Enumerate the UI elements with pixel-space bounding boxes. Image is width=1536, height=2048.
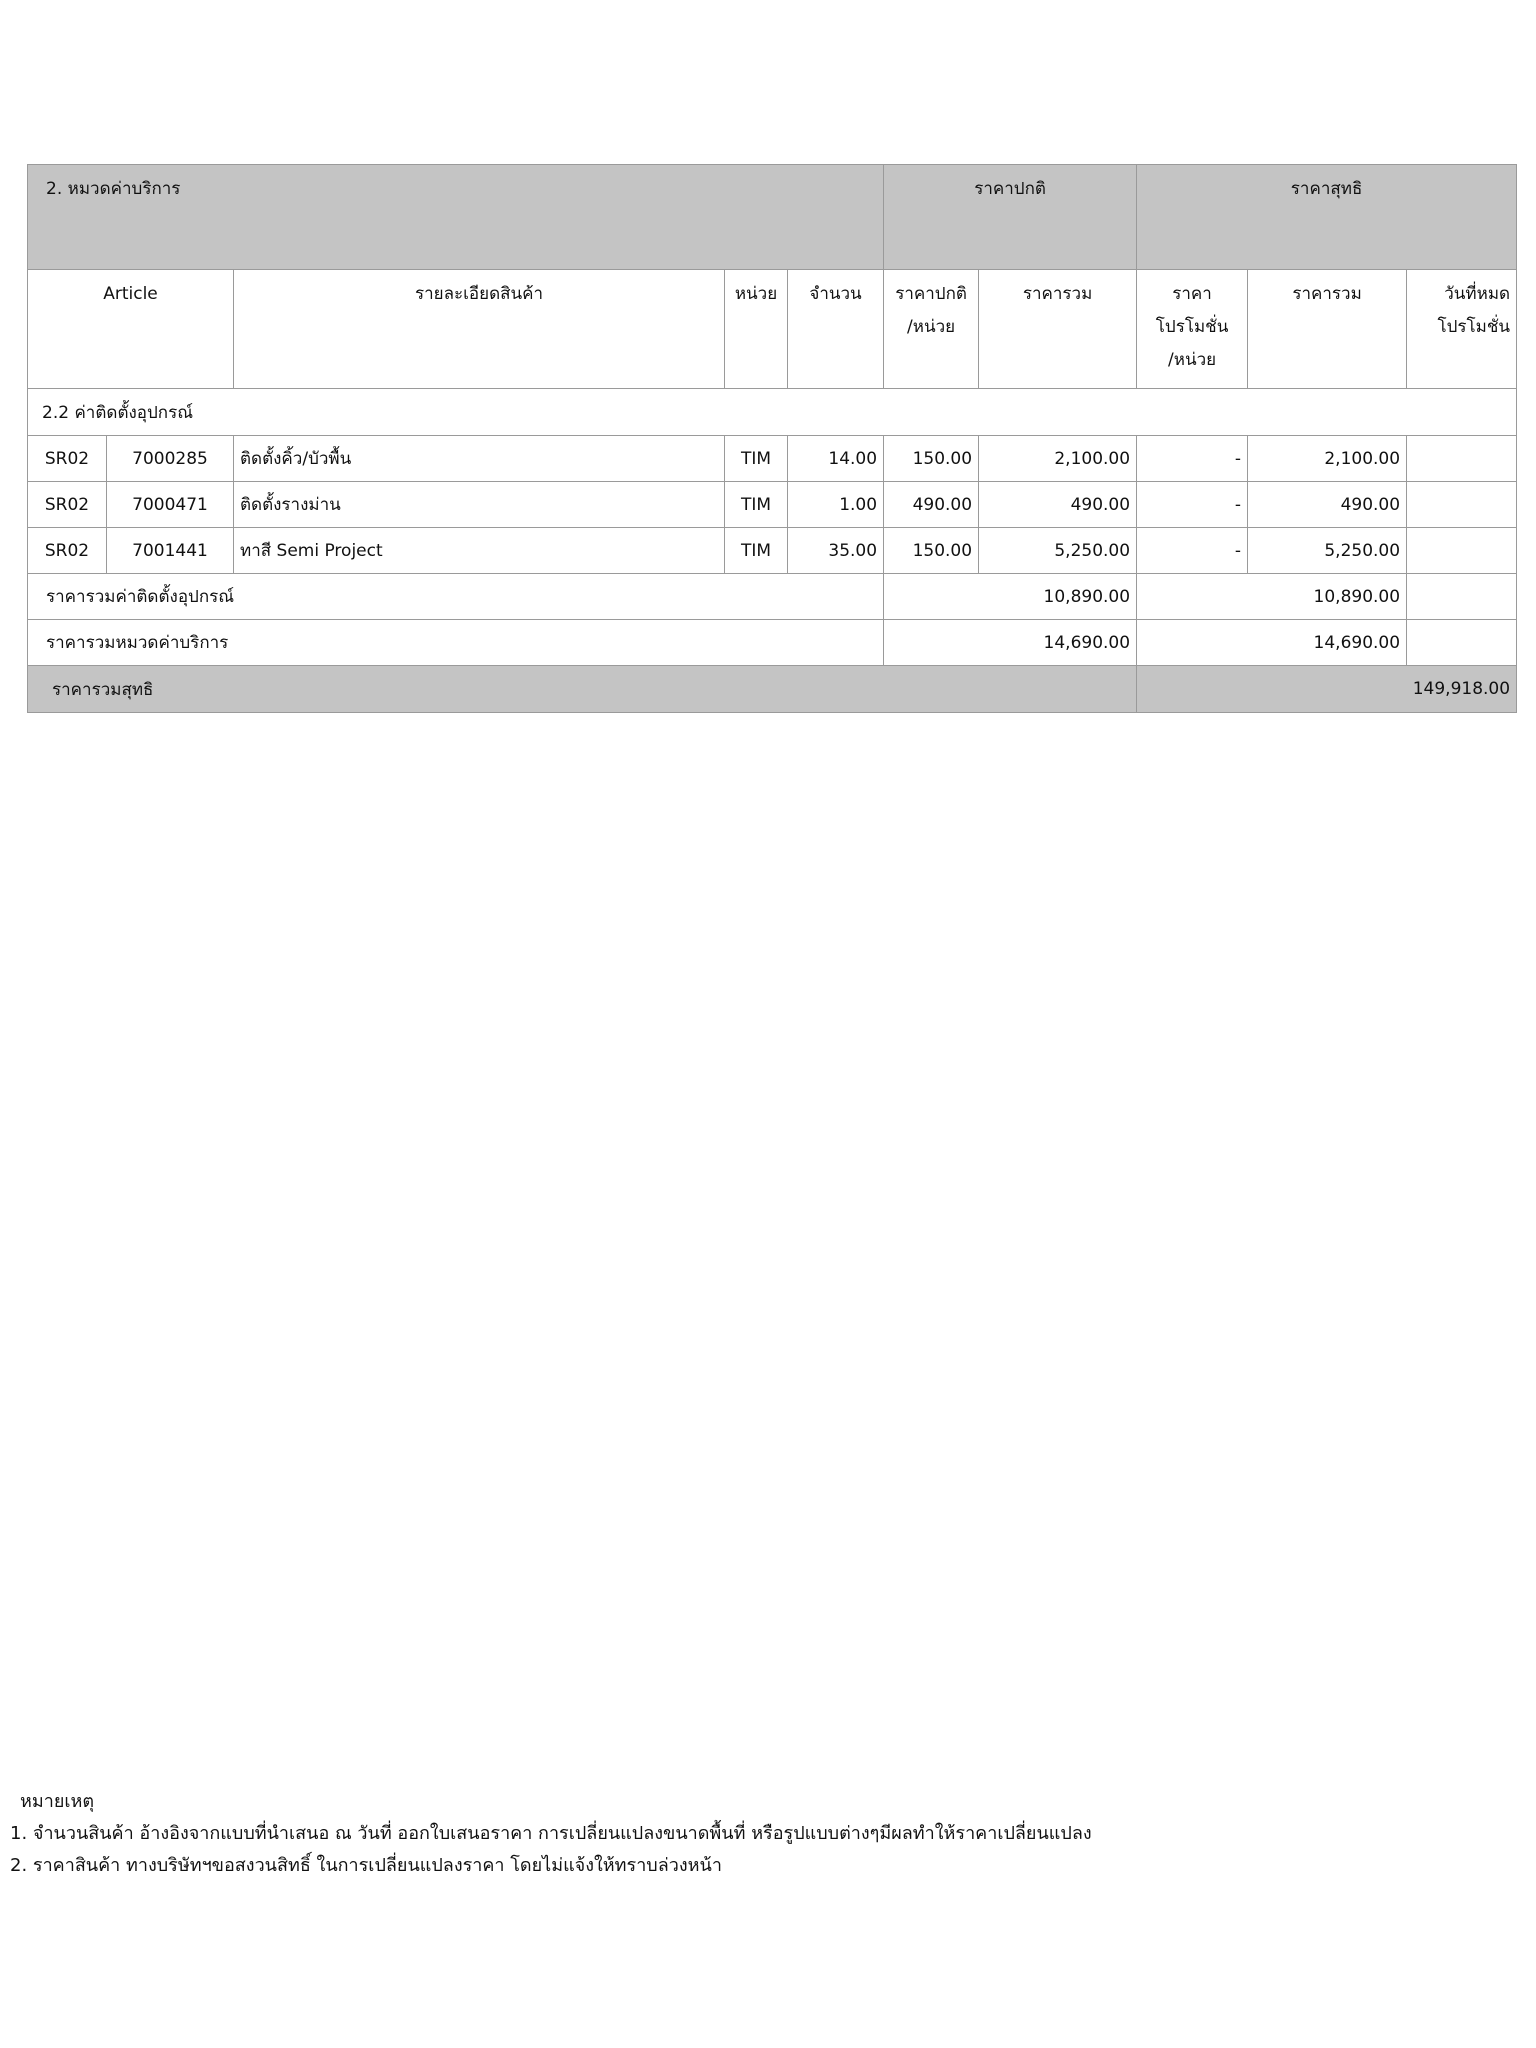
item-promo-price: - bbox=[1137, 482, 1248, 528]
col-header-article: Article bbox=[28, 270, 234, 389]
item-code: SR02 bbox=[28, 436, 107, 482]
table-row bbox=[28, 482, 1517, 528]
item-code: SR02 bbox=[28, 482, 107, 528]
item-promo-end bbox=[1407, 528, 1517, 574]
col-header-normal-unit-price bbox=[884, 270, 979, 389]
subtotal-install-normal: 10,890.00 bbox=[884, 574, 1137, 620]
col-header-normal-unit-price-line2: /หน่วย bbox=[907, 317, 956, 337]
col-header-promo-end bbox=[1407, 270, 1517, 389]
subtotal-service-empty bbox=[1407, 620, 1517, 666]
section-header-row bbox=[28, 165, 1517, 270]
col-header-normal-total: ราคารวม bbox=[979, 270, 1137, 389]
item-article: 7001441 bbox=[107, 528, 234, 574]
notes-title: หมายเหตุ bbox=[20, 1791, 95, 1812]
notes-section bbox=[10, 1786, 1092, 1882]
subtotal-install-label: ราคารวมค่าติดตั้งอุปกรณ์ bbox=[28, 574, 884, 620]
item-net-total: 2,100.00 bbox=[1248, 436, 1407, 482]
col-header-net-total: ราคารวม bbox=[1248, 270, 1407, 389]
group-header-net-price: ราคาสุทธิ bbox=[1137, 165, 1517, 270]
item-total: 490.00 bbox=[979, 482, 1137, 528]
item-quantity: 35.00 bbox=[788, 528, 884, 574]
item-total: 2,100.00 bbox=[979, 436, 1137, 482]
group-header-normal-price: ราคาปกติ bbox=[884, 165, 1137, 270]
col-header-normal-unit-price-line1: ราคาปกติ bbox=[895, 284, 967, 304]
item-promo-price: - bbox=[1137, 528, 1248, 574]
item-article: 7000471 bbox=[107, 482, 234, 528]
col-header-promo-price-line2: โปรโมชั่น bbox=[1155, 317, 1229, 337]
item-unit: TIM bbox=[725, 482, 788, 528]
item-description: ติดตั้งรางม่าน bbox=[234, 482, 725, 528]
col-header-promo-price bbox=[1137, 270, 1248, 389]
item-promo-end bbox=[1407, 436, 1517, 482]
item-net-total: 5,250.00 bbox=[1248, 528, 1407, 574]
table-row bbox=[28, 528, 1517, 574]
grand-total-label: ราคารวมสุทธิ bbox=[28, 666, 1137, 713]
subtotal-service-row bbox=[28, 620, 1517, 666]
subtotal-service-net: 14,690.00 bbox=[1137, 620, 1407, 666]
subtotal-install-empty bbox=[1407, 574, 1517, 620]
col-header-promo-end-line2: โปรโมชั่น bbox=[1437, 317, 1511, 337]
section-title: 2. หมวดค่าบริการ bbox=[28, 165, 884, 270]
subsection-title: 2.2 ค่าติดตั้งอุปกรณ์ bbox=[28, 389, 1517, 436]
item-unit-price: 150.00 bbox=[884, 436, 979, 482]
item-unit: TIM bbox=[725, 436, 788, 482]
subtotal-service-normal: 14,690.00 bbox=[884, 620, 1137, 666]
item-promo-end bbox=[1407, 482, 1517, 528]
subsection-row bbox=[28, 389, 1517, 436]
column-header-row bbox=[28, 270, 1517, 389]
note-line-2: 2. ราคาสินค้า ทางบริษัทฯขอสงวนสิทธิ์ ในการเปลี่ยนแปลงราคา โดยไม่แจ้งให้ทราบล่วงหน้า bbox=[10, 1855, 722, 1876]
subtotal-install-row bbox=[28, 574, 1517, 620]
item-code: SR02 bbox=[28, 528, 107, 574]
item-unit-price: 150.00 bbox=[884, 528, 979, 574]
item-quantity: 1.00 bbox=[788, 482, 884, 528]
item-total: 5,250.00 bbox=[979, 528, 1137, 574]
item-description: ทาสี Semi Project bbox=[234, 528, 725, 574]
col-header-promo-price-line1: ราคา bbox=[1172, 284, 1212, 304]
item-unit-price: 490.00 bbox=[884, 482, 979, 528]
grand-total-value: 149,918.00 bbox=[1137, 666, 1517, 713]
item-article: 7000285 bbox=[107, 436, 234, 482]
col-header-promo-end-line1: วันที่หมด bbox=[1444, 284, 1511, 304]
item-unit: TIM bbox=[725, 528, 788, 574]
subtotal-install-net: 10,890.00 bbox=[1137, 574, 1407, 620]
item-quantity: 14.00 bbox=[788, 436, 884, 482]
note-line-1: 1. จำนวนสินค้า อ้างอิงจากแบบที่นำเสนอ ณ วันที่ ออกใบเสนอราคา การเปลี่ยนแปลงขนาดพื้นที่ หรือรูปแบบต่างๆมีผลทำให้ราคาเปลี่ยนแปลง bbox=[10, 1823, 1092, 1844]
col-header-description: รายละเอียดสินค้า bbox=[234, 270, 725, 389]
subtotal-service-label: ราคารวมหมวดค่าบริการ bbox=[28, 620, 884, 666]
col-header-unit: หน่วย bbox=[725, 270, 788, 389]
grand-total-row bbox=[28, 666, 1517, 713]
item-promo-price: - bbox=[1137, 436, 1248, 482]
quotation-table bbox=[27, 164, 1517, 713]
table-row bbox=[28, 436, 1517, 482]
col-header-promo-price-line3: /หน่วย bbox=[1168, 350, 1217, 370]
col-header-quantity: จำนวน bbox=[788, 270, 884, 389]
item-net-total: 490.00 bbox=[1248, 482, 1407, 528]
item-description: ติดตั้งคิ้ว/บัวพื้น bbox=[234, 436, 725, 482]
